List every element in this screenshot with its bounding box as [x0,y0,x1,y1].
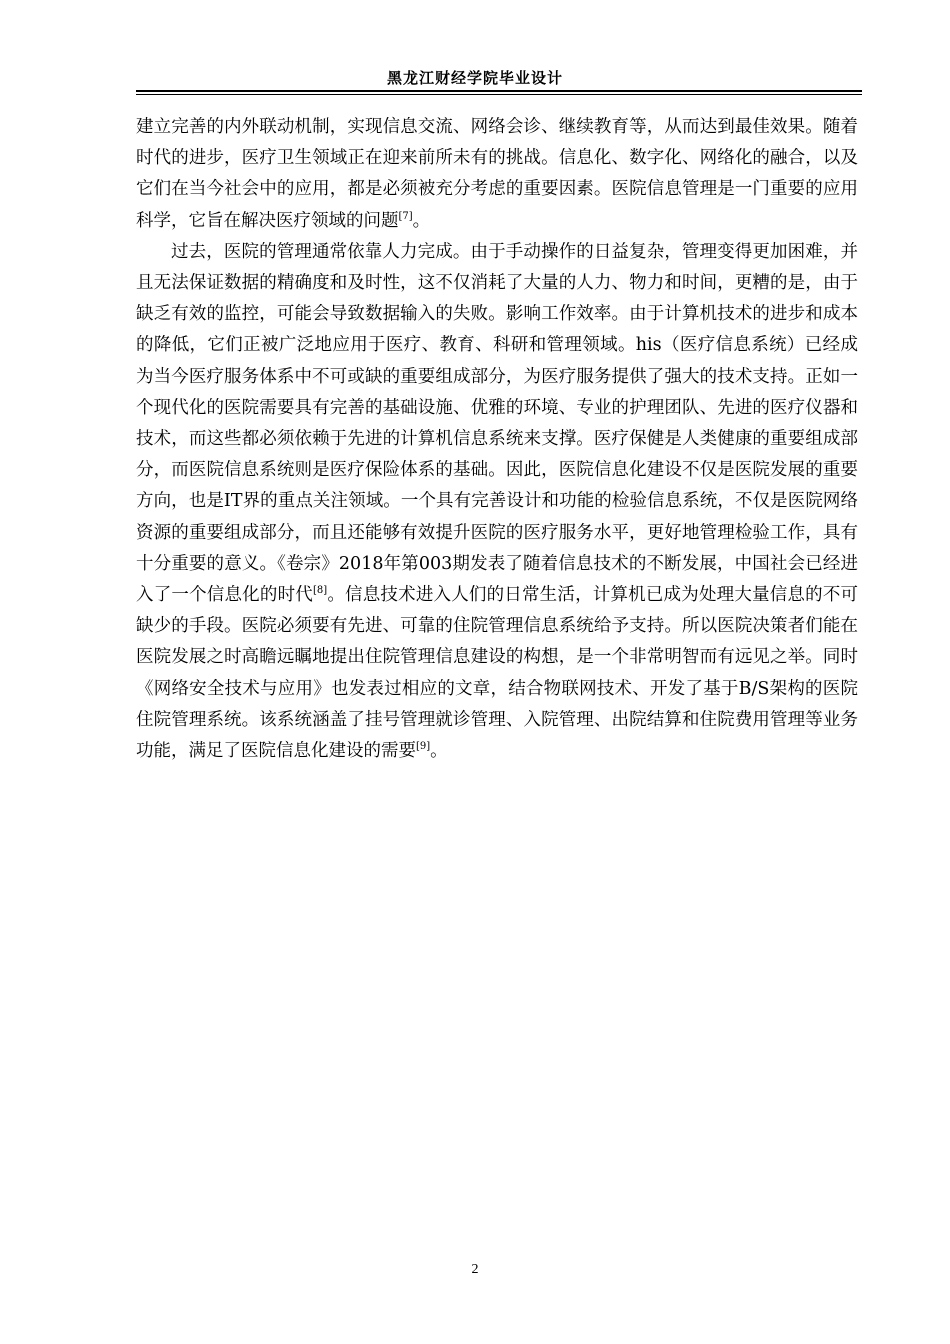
header-title: 黑龙江财经学院毕业设计 [386,69,563,87]
header-divider-thick [136,90,862,92]
citation-7: [7] [398,210,413,222]
paragraph-2-text-a: 过去，医院的管理通常依靠人力完成。由于手动操作的日益复杂，管理变得更加困难，并且无法保证数据的精确度和及时性，这不仅消耗了大量的人力、物力和时间，更糟的是，由于缺乏有效的监控，可能会导致数据输入的失败。影响工作效率。由于计算机技术的进步和成本的降低，它们正被广泛地应用于医疗、教育、科研和管理领域。his（医疗信息系统）已经成为当今医疗服务体系中不可或缺的重要组成部分，为医疗服务提供了强大的技术支持。正如一个现代化的医院需要具有完善的基础设施、优雅的环境、专业的护理团队、先进的医疗仪器和技术，而这些都必须依赖于先进的计算机信息系统来支撑。医疗保健是人类健康的重要组成部分，而医院信息系统则是医疗保险体系的基础。因此，医院信息化建设不仅是医院发展的重要方向，也是IT界的重点关注领域。一个具有完善设计和功能的检验信息系统，不仅是医院网络资源的重要组成部分，而且还能够有效提升医院的医疗服务水平，更好地管理检验工作，具有十分重要的意义。《卷宗》2018年第003期发表了随着信息技术的不断发展，中国社会已经进入了一个信息化的时代 [136,241,858,606]
citation-8: [8] [312,585,328,597]
paragraph-1-tail: 。 [412,210,431,231]
body-text [136,112,858,767]
paragraph-2-text-b: 。信息技术进入人们的日常生活，计算机已成为处理大量信息的不可缺少的手段。医院必须要有先进、可靠的住院管理信息系统给予支持。所以医院决策者们能在医院发展之时高瞻远瞩地提出住院管理信息建设的构想，是一个非常明智而有远见之举。同时《网络安全技术与应用》也发表过相应的文章，结合物联网技术、开发了基于B/S架构的医院住院管理系统。该系统涵盖了挂号管理就诊管理、入院管理、出院结算和住院费用管理等业务功能，满足了医院信息化建设的需要 [136,585,859,762]
citation-9: [9] [416,741,431,753]
page-number: 2 [471,1262,479,1277]
paragraph-1-text: 建立完善的内外联动机制，实现信息交流、网络会诊、继续教育等，从而达到最佳效果。随着时代的进步，医疗卫生领域正在迎来前所未有的挑战。信息化、数字化、网络化的融合，以及它们在当今社会中的应用，都是必须被充分考虑的重要因素。医院信息管理是一门重要的应用科学，它旨在解决医疗领域的问题 [136,117,858,231]
paragraph-1 [136,112,858,237]
paragraph-2-tail: 。 [430,741,448,762]
header-divider-thin [136,94,862,95]
paragraph-2 [136,237,858,767]
